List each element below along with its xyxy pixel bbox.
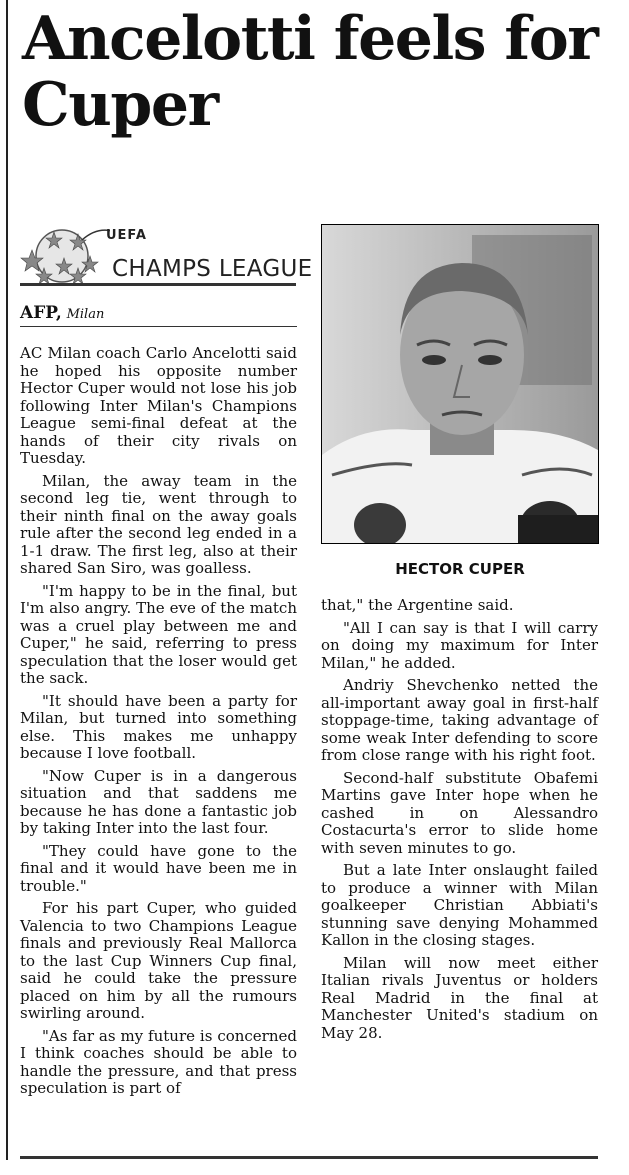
paragraph: "They could have gone to the final and it would have been me in trouble." (20, 841, 297, 895)
left-column-rule (6, 0, 8, 1160)
photo-caption: HECTOR CUPER (395, 560, 525, 578)
paragraph: "It should have been a party for Milan, but turned into something else. This makes me unhappy because I love football. (20, 691, 297, 762)
uefa-label: UEFA (106, 228, 147, 243)
paragraph: "Now Cuper is in a dangerous situation and that saddens me because he has done a fantastic job by taking Inter into the last four. (20, 766, 297, 837)
champs-league-logo (20, 222, 313, 288)
article-column-1 (20, 345, 297, 1103)
paragraph: For his part Cuper, who guided Valencia to two Champions League finals and previously Real Mallorca to the last Cup Winners Cup final, said he could take the pressure placed on him by all the rumours swirling around. (20, 899, 297, 1022)
bottom-divider (20, 1156, 598, 1159)
paragraph: Milan will now meet either Italian rivals Juventus or holders Real Madrid in the final at Manchester United's stadium on May 28. (321, 953, 598, 1042)
paragraph: Andriy Shevchenko netted the all-important away goal in first-half stoppage-time, taking advantage of some weak Inter defending to score from close range with his right foot. (321, 676, 598, 764)
byline-divider (20, 326, 297, 327)
article-column-2 (321, 597, 598, 1047)
byline (20, 303, 104, 323)
logo-divider (20, 283, 296, 286)
byline-location: Milan (66, 307, 105, 322)
champs-league-label: CHAMPS LEAGUE (112, 256, 313, 282)
paragraph: that," the Argentine said. (321, 596, 514, 614)
paragraph: But a late Inter onslaught failed to produce a winner with Milan goalkeeper Christian Abbiati's stunning save denying Mohammed Kallon in the closing stages. (321, 861, 598, 949)
byline-agency: AFP, (20, 303, 62, 323)
hector-cuper-photo (321, 224, 599, 544)
paragraph: "I'm happy to be in the final, but I'm also angry. The eve of the match was a cruel play between me and Cuper," he said, referring to press speculation that the loser would get the sack. (20, 581, 297, 687)
paragraph: "All I can say is that I will carry on doing my maximum for Inter Milan," he added. (321, 618, 598, 672)
paragraph: "As far as my future is concerned I think coaches should be able to handle the pressure, and that press speculation is part of (20, 1026, 297, 1097)
headline: Ancelotti feels for Cuper (22, 4, 598, 140)
paragraph: Milan, the away team in the second leg tie, went through to their ninth final on the away goals rule after the second leg ended in a 1-1 draw. The first leg, also at their shared San Siro, was goalless. (20, 471, 297, 577)
starball-icon (20, 222, 110, 284)
paragraph: AC Milan coach Carlo Ancelotti said he hoped his opposite number Hector Cuper would not lose his job following Inter Milan's Champions League semi-final defeat at the hands of their city rivals on Tuesday. (20, 344, 297, 467)
paragraph: Second-half substitute Obafemi Martins gave Inter hope when he cashed in on Alessandro Costacurta's error to slide home with seven minutes to go. (321, 768, 598, 857)
